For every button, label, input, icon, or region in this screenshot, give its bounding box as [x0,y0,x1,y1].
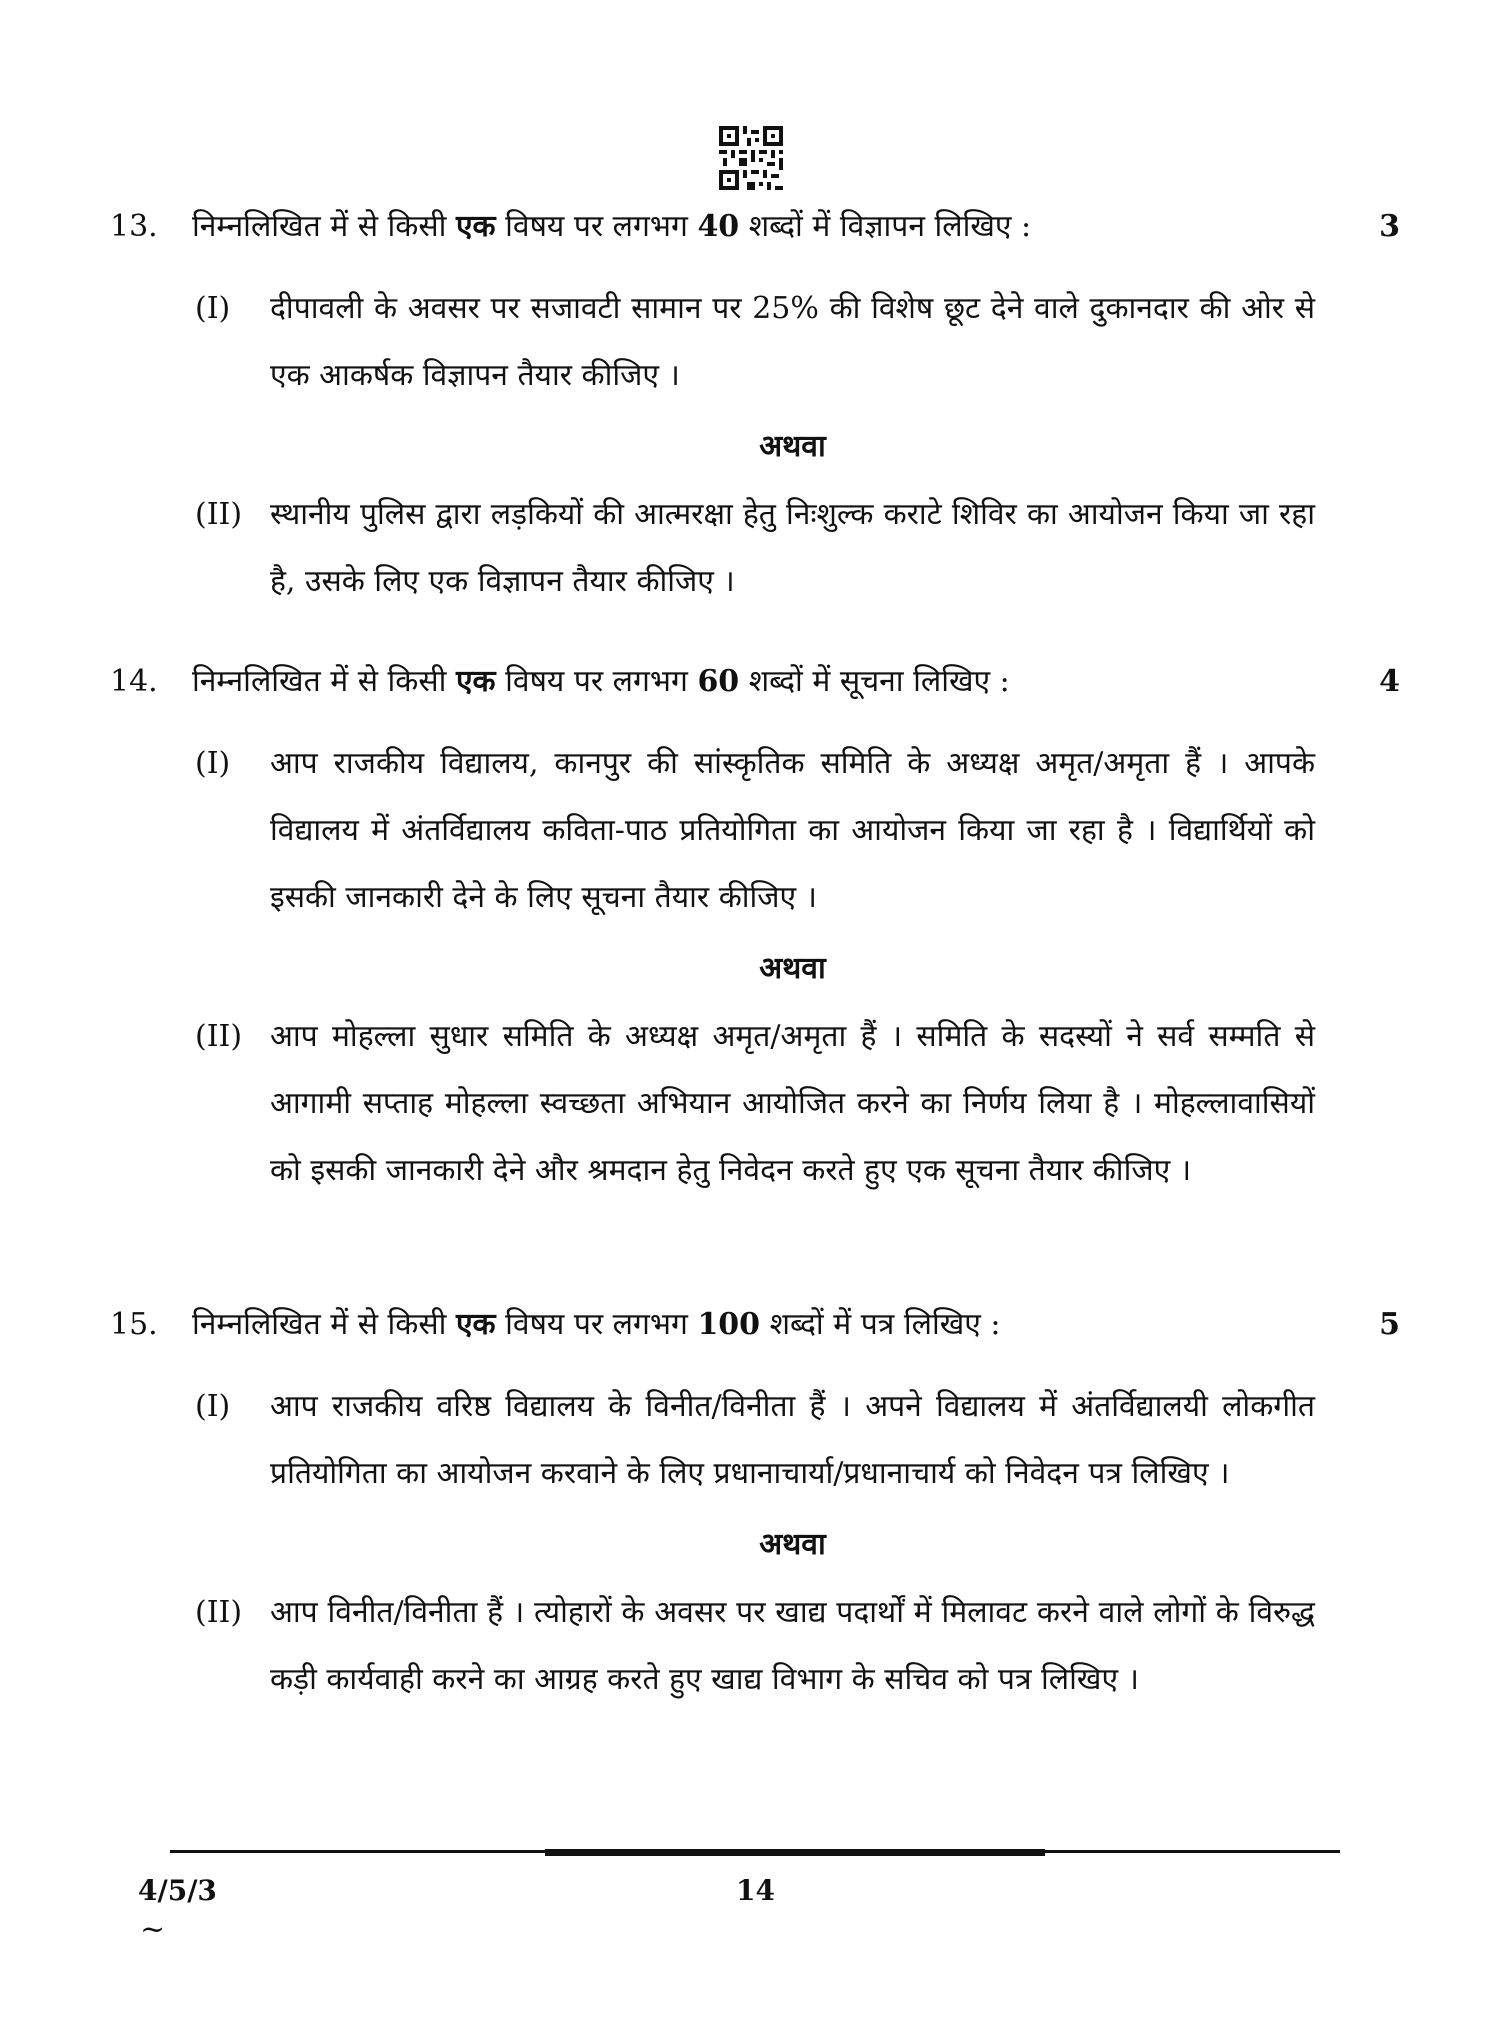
question-number: 15. [110,1307,158,1342]
question-14 [110,660,1400,1204]
question-marks: 5 [1379,1307,1400,1342]
question-number: 14. [110,664,158,699]
or-separator: अथवा [759,429,826,464]
question-header [110,205,1400,249]
page-number: 14 [736,1874,775,1907]
option-text: आप विनीत/विनीता हैं । त्योहारों के अवसर पर खाद्य पदार्थों में मिलावट करने वाले लोगों के विरुद्ध कड़ी कार्यवाही करने का आग्रह करते हुए खाद्य विभाग के सचिव को पत्र लिखिए । [270,1595,1315,1697]
footer-mark: ~ [140,1912,166,1947]
option-label: (I) [195,746,231,781]
question-marks: 3 [1379,209,1400,244]
or-separator: अथवा [759,951,826,986]
option-2 [110,1579,1400,1713]
option-label: (II) [195,497,243,532]
qr-code [719,126,783,190]
option-label: (II) [195,1019,243,1054]
option-label: (II) [195,1595,243,1630]
question-marks: 4 [1379,664,1400,699]
question-prompt: निम्नलिखित में से किसी एक विषय पर लगभग 60 शब्दों में सूचना लिखिए : [192,664,1010,699]
question-header [110,1303,1400,1347]
option-1 [110,730,1400,931]
option-label: (I) [195,1389,231,1424]
question-15 [110,1303,1400,1713]
question-prompt: निम्नलिखित में से किसी एक विषय पर लगभग 100 शब्दों में पत्र लिखिए : [192,1307,1001,1342]
option-2 [110,1003,1400,1204]
option-text: दीपावली के अवसर पर सजावटी सामान पर 25% की विशेष छूट देने वाले दुकानदार की ओर से एक आकर्षक विज्ञापन तैयार कीजिए । [270,291,1315,393]
option-1 [110,275,1400,409]
option-text: आप राजकीय वरिष्ठ विद्यालय के विनीत/विनीता हैं । अपने विद्यालय में अंतर्विद्यालयी लोकगीत प्रतियोगिता का आयोजन करवाने के लिए प्रधानाचार्या/प्रधानाचार्य को निवेदन पत्र लिखिए । [270,1389,1315,1491]
paper-code: 4/5/3 [138,1874,217,1907]
question-13 [110,205,1400,615]
option-text: स्थानीय पुलिस द्वारा लड़कियों की आत्मरक्षा हेतु निःशुल्क कराटे शिविर का आयोजन किया जा रहा है, उसके लिए एक विज्ञापन तैयार कीजिए । [270,497,1315,599]
question-header [110,660,1400,704]
option-2 [110,481,1400,615]
footer-divider-thick [545,1849,1045,1856]
question-number: 13. [110,209,158,244]
option-text: आप राजकीय विद्यालय, कानपुर की सांस्कृतिक समिति के अध्यक्ष अमृत/अमृता हैं । आपके विद्यालय में अंतर्विद्यालय कविता-पाठ प्रतियोगिता का आयोजन किया जा रहा है । विद्यार्थियों को इसकी जानकारी देने के लिए सूचना तैयार कीजिए । [270,746,1315,915]
option-label: (I) [195,291,231,326]
option-text: आप मोहल्ला सुधार समिति के अध्यक्ष अमृत/अमृता हैं । समिति के सदस्यों ने सर्व सम्मति से आगामी सप्ताह मोहल्ला स्वच्छता अभियान आयोजित करने का निर्णय लिया है । मोहल्लावासियों को इसकी जानकारी देने और श्रमदान हेतु निवेदन करते हुए एक सूचना तैयार कीजिए । [270,1019,1315,1188]
or-separator: अथवा [759,1527,826,1562]
option-1 [110,1373,1400,1507]
question-prompt: निम्नलिखित में से किसी एक विषय पर लगभग 40 शब्दों में विज्ञापन लिखिए : [192,209,1032,244]
